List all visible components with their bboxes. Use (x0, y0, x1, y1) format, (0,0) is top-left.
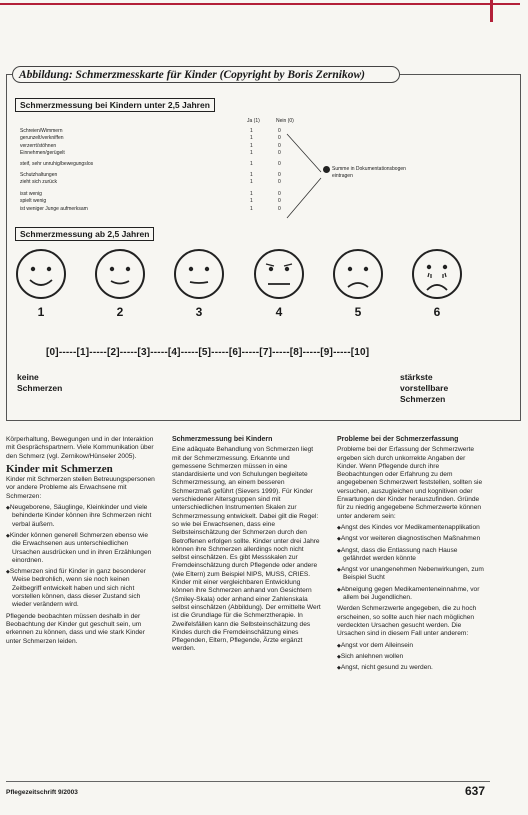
left-paragraph-1: Kinder mit Schmerzen stellen Betreuungspersonen vor andere Probleme als Erwachsene mit Schmerzen: (6, 476, 155, 500)
face-4-icon (252, 247, 306, 301)
right-bullet-6: ◆ Angst vor dem Alleinsein (337, 642, 487, 650)
row-label: spielt wenig (20, 198, 47, 205)
footer-rule (6, 781, 490, 782)
scale-anchor-left: keine Schmerzen (17, 372, 63, 393)
right-bullet-3: ◆ Angst, dass die Entlassung nach Hause gefährdet werden könnte (337, 547, 487, 564)
right-paragraph-2: Werden Schmerzwerte angegeben, die zu hoch erscheinen, so sollte auch hier nach möglichen verdeckten Ursachen gesucht werden. Die Ursachen sind in diesem Fall unter anderem: (337, 605, 477, 638)
arrow-lines (285, 128, 325, 223)
right-bullet-1: ◆ Angst des Kindes vor Medikamentenapplikation (337, 524, 487, 532)
face-6-icon (410, 247, 464, 301)
top-red-rule (0, 3, 520, 5)
left-bullet-3: ◆ Schmerzen sind für Kinder in ganz besonderer Weise bedrohlich, wenn sie noch keinen Zeitbegriff entwickelt haben und sich nicht vorstellen können, dass dieser Zustand sich wieder verändern wird. (6, 568, 156, 609)
row-yes-score: 1 (250, 142, 253, 149)
row-no-score: 0 (278, 205, 281, 212)
right-paragraph-1: Probleme bei der Erfassung der Schmerzwerte ergeben sich durch unkorrekte Angaben der Kinder. Wenn Pflegende durch ihre Beobachtungen oder Erfahrung zu dem angegebenen Schmerzwert feststellen, sollten sie versuchen, auszugleichen und kognitiven oder Erwartungen der Kinder herauszufinden. Gründe für zu niedrig angegebene Schmerzwerte können unter anderem sein: (337, 446, 483, 520)
row-label: steif, sehr unruhig/bewegungslos (20, 160, 94, 167)
right-bullet-5: ◆ Abneigung gegen Medikamenteneinnahme, vor allem bei Jugendlichen. (337, 586, 487, 603)
row-label: isst wenig (20, 190, 42, 197)
row-no-score: 0 (278, 198, 281, 205)
column-left (6, 436, 156, 649)
row-label: ist weniger Junge aufmerksam (20, 205, 88, 212)
right-bullet-4: ◆ Angst vor unangenehmen Nebenwirkungen, zum Beispiel Sucht (337, 566, 487, 583)
row-yes-score: 1 (250, 198, 253, 205)
row-yes-score: 1 (250, 179, 253, 186)
right-heading: Probleme bei der Schmerzerfassung (337, 436, 459, 443)
row-no-score: 0 (278, 172, 281, 178)
face-number-2: 2 (116, 305, 124, 319)
row-label: gerunzelt/verkniffen (20, 135, 64, 142)
row-yes-score: 1 (250, 205, 253, 212)
row-yes-score: 1 (250, 172, 253, 178)
row-label: Schutzhaltungen (20, 172, 58, 178)
section-label-from-2-5: Schmerzmessung ab 2,5 Jahren (15, 227, 154, 241)
journal-name: Pflegezeitschrift 9/2003 (6, 789, 78, 796)
left-bullet-2: ◆ Kinder können generell Schmerzen ebenso wie die Erwachsenen aus unterschiedlichen Ursachen ausdrücken und in ihren Erzählungen einordnen. (6, 532, 156, 565)
left-intro: Körperhaltung, Bewegungen und in der Interaktion mit Gesprächspartnern. Viele Kommunikation über den Schmerz (vgl. Zernikow/Hünseler 2005). (6, 436, 154, 460)
face-3-icon (172, 247, 226, 301)
face-2-icon (93, 247, 147, 301)
row-yes-score: 1 (250, 128, 253, 134)
pain-behaviour-table (20, 128, 300, 224)
sum-arrow-icon (323, 166, 330, 173)
row-no-score: 0 (278, 128, 281, 134)
face-number-1: 1 (37, 305, 45, 319)
row-yes-score: 1 (250, 190, 253, 197)
row-label: Schreien/Wimmern (20, 128, 63, 134)
row-yes-score: 1 (250, 135, 253, 142)
row-label: zieht sich zurück (20, 179, 57, 186)
row-no-score: 0 (278, 150, 281, 157)
column-header-no: Nein (0) (276, 118, 294, 124)
row-label: verzerrt/stöhnen (20, 142, 57, 149)
page-number: 637 (465, 784, 486, 798)
row-no-score: 0 (278, 160, 281, 167)
column-right (337, 436, 487, 675)
row-no-score: 0 (278, 190, 281, 197)
right-bullet-2: ◆ Angst vor weiteren diagnostischen Maßnahmen (337, 535, 487, 543)
right-bullet-7: ◆ Sich anlehnen wollen (337, 653, 487, 661)
face-number-3: 3 (195, 305, 203, 319)
face-1-icon (14, 247, 68, 301)
row-label: Einnehmen/gerügelt (20, 150, 65, 157)
right-red-marker (490, 0, 493, 22)
figure-title: Abbildung: Schmerzmesskarte für Kinder (Copyright by Boris Zernikow) (12, 66, 400, 83)
row-no-score: 0 (278, 135, 281, 142)
section-label-under-2-5: Schmerzmessung bei Kindern unter 2,5 Jahren (15, 98, 215, 112)
sum-note: Summe in Dokumentationsbogen eintragen (332, 166, 406, 180)
face-5-icon (331, 247, 385, 301)
face-number-5: 5 (354, 305, 362, 319)
row-yes-score: 1 (250, 150, 253, 157)
column-header-yes: Ja (1) (247, 118, 260, 124)
middle-paragraph: Eine adäquate Behandlung von Schmerzen liegt mit der Schmerzmessung. Erkannte und gemessene Schmerzen müssen in eine standardisierte und von Schulungen begleitete Schmerzmessung, an einem besseren Schmerzmaß geführt (Sievers 1999). Für Kinder verschiedener Altersgruppen sind mit unterschiedlichen Instrumenten Skalen zur Schmerzmessung entwickelt. Dabei gilt die Regel: so wie bei Erwachsenen, dass eine Selbsteinschätzung der Schmerzen durch den Betroffenen erfolgen sollte. Kinder unter drei Jahre können ihre Schmerzen allerdings noch nicht selbst einschätzen. Es gibt Messskalen zur Fremdeinschätzung durch Pflegende oder andere (wie Eltern) zum Beispiel NIPS, MUSS, CRIES. Kinder mit einer vergleichbaren Entwicklung können ihre Schmerzen anhand von Gesichtern (Smiley-Skala) oder anhand einer Zahlenskala selbst einschätzen (Abbildung). Der ermittelte Wert ist die Grundlage für die Schmerztherapie. In Zweifelsfällen kann die Selbsteinschätzung des Kindes durch die Fremdeinschätzung eines Pflegenden, Eltern, Pflegende, Ärzte ergänzt werden. (172, 446, 321, 653)
column-middle (172, 436, 322, 657)
row-no-score: 0 (278, 142, 281, 149)
face-number-4: 4 (275, 305, 283, 319)
row-no-score: 0 (278, 179, 281, 186)
right-bullet-8: ◆ Angst, nicht gesund zu werden. (337, 664, 487, 672)
numeric-rating-scale: [0]-----[1]-----[2]-----[3]-----[4]-----[5]-----[6]-----[7]-----[8]-----[9]-----[10] (46, 347, 370, 358)
left-heading: Kinder mit Schmerzen (6, 462, 113, 475)
middle-heading: Schmerzmessung bei Kindern (172, 436, 273, 443)
left-paragraph-2: Pflegende beobachten müssen deshalb in der Beobachtung der Kinder gut geschult sein, um erkennen zu können, dass und wie stark Kinder unter Schmerzen leiden. (6, 612, 145, 645)
scale-anchor-right: stärkste vorstellbare Schmerzen (400, 372, 449, 404)
left-bullet-1: ◆ Neugeborene, Säuglinge, Kleinkinder und viele behinderte Kinder können ihre Schmerzen nicht verbal äußern. (6, 504, 156, 529)
row-yes-score: 1 (250, 160, 253, 167)
face-number-6: 6 (433, 305, 441, 319)
